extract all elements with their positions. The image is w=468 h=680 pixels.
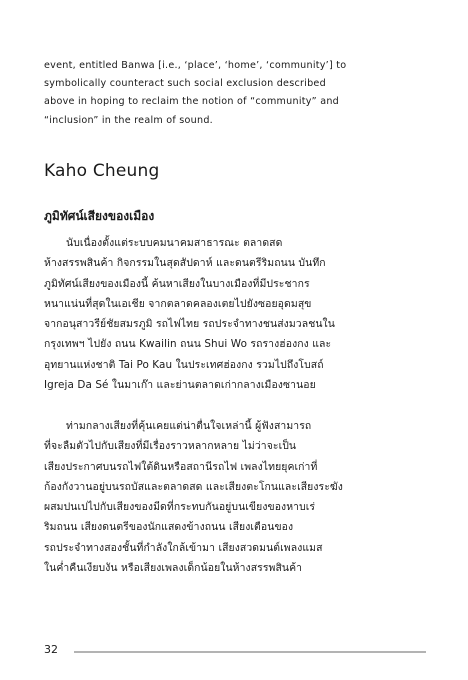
intro-line: “inclusion” in the realm of sound. (44, 114, 213, 126)
author-name: Kaho Cheung (44, 161, 160, 181)
page-footer (44, 640, 424, 660)
body-paragraph-1 (44, 233, 334, 395)
paragraph-line: หนาแน่นที่สุดในเอเชีย จากตลาดคลองเตยไปยังซอยอุดมสุข (44, 297, 312, 310)
paragraph-line: ท่ามกลางเสียงที่คุ้นเคยแต่น่าตื่นใจเหล่านี้ ผู้ฟังสามารถ (66, 420, 312, 432)
intro-line: event, entitled Banwa [i.e., ‘place’, ‘home’, ‘community’] to (44, 60, 347, 71)
paragraph-line: ห้างสรรพสินค้า กิจกรรมในสุดสัปดาห์ และดนตรีริมถนน บันทึก (44, 257, 326, 270)
paragraph-line: จากอนุสาวรีย์ชัยสมรภูมิ รถไฟไทย รถประจำทางชนส่งมวลชนใน (44, 318, 335, 331)
paragraph-line: นับเนื่องตั้งแต่ระบบคมนาคมสาธารณะ ตลาดสด (66, 237, 283, 249)
intro-line: symbolically counteract such social exclusion described (44, 78, 326, 90)
paragraph-line: Igreja Da Sé ในมาเก๊า และย่านตลาดเก่ากลางเมืองซานอย (44, 379, 316, 392)
paragraph-line: ริมถนน เสียงดนตรีของนักแสดงข้างถนน เสียงเตือนของ (44, 521, 294, 534)
paragraph-line: รถประจำทางสองชั้นที่กำลังใกล้เข้ามา เสียงสวดมนต์เพลงแมส (44, 541, 323, 554)
intro-paragraph (44, 57, 347, 130)
paragraph-line: ภูมิทัศน์เสียงของเมืองนี้ ค้นหาเสียงในบางเมืองที่มีประชากร (44, 277, 310, 290)
paragraph-line: ที่จะลืมตัวไปกับเสียงที่มีเรื่องราวหลากหลาย ไม่ว่าจะเป็น (44, 440, 297, 453)
paragraph-line: ผสมปนเปไปกับเสียงของมีดที่กระทบกันอยู่บนเขียงของหาบเร่ (44, 501, 316, 514)
paragraph-line: เสียงประกาศบนรถไฟใต้ดินหรือสถานีรถไฟ เพลงไทยยุคเก่าที่ (44, 460, 318, 473)
footer-divider (74, 651, 426, 653)
paragraph-line: ก้องกังวานอยู่บนรถบัสและตลาดสด และเสียงตะโกนและเสียงระฆัง (44, 480, 343, 493)
intro-line: above in hoping to reclaim the notion of “community” and (44, 96, 339, 108)
paragraph-line: อุทยานแห่งชาติ Tai Po Kau ในประเทศฮ่องกง รวมไปถึงโบสถ์ (44, 358, 324, 371)
body-paragraph-2 (44, 416, 343, 578)
paragraph-line: กรุงเทพฯ ไปยัง ถนน Kwailin ถนน Shui Wo รถรางฮ่องกง และ (44, 338, 332, 351)
section-title: ภูมิทัศน์เสียงของเมือง (44, 209, 155, 223)
page-number: 32 (44, 643, 58, 656)
paragraph-line: ในค่ำคืนเงียบงัน หรือเสียงเพลงเด็กน้อยในห้างสรรพสินค้า (44, 562, 303, 575)
